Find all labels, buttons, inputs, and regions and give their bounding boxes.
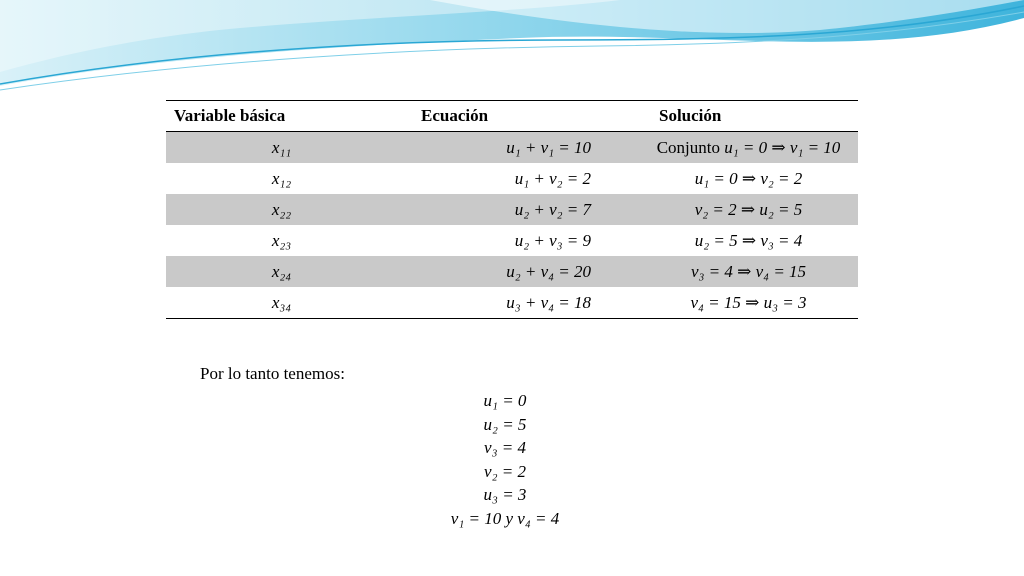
summary-line: v₂ = 2 xyxy=(484,461,526,481)
table-row xyxy=(166,163,858,194)
summary-line: v₃ = 4 xyxy=(484,438,526,457)
decorative-wave-header xyxy=(0,0,1024,110)
cell-solution: v₂ = 2 ⇒ u₂ = 5 xyxy=(639,194,858,225)
summary-line: u₂ = 5 xyxy=(483,414,527,434)
cell-equation: u₃ + v₄ = 18 xyxy=(397,287,639,319)
cell-solution: v₃ = 4 ⇒ v₄ = 15 xyxy=(639,256,858,287)
cell-equation: u₂ + v₄ = 20 xyxy=(397,256,639,287)
cell-variable: x₁₂ xyxy=(271,168,292,188)
cell-equation: u₁ + v₂ = 2 xyxy=(514,168,591,188)
table-row xyxy=(166,225,858,256)
cell-equation: u₂ + v₂ = 7 xyxy=(397,194,639,225)
summary-results xyxy=(380,389,630,530)
cell-variable: x₃₄ xyxy=(166,287,397,319)
cell-solution xyxy=(639,132,858,164)
cell-variable: x₂₃ xyxy=(271,230,292,250)
summary-line: u₁ = 0 xyxy=(483,391,527,410)
cell-equation: u₂ + v₃ = 9 xyxy=(514,230,591,250)
table-header-row xyxy=(166,101,858,132)
solution-prefix: Conjunto xyxy=(656,137,720,157)
summary-line: v₁ = 10 y v₄ = 4 xyxy=(450,508,560,528)
solution-expression: u₁ = 0 ⇒ v₁ = 10 xyxy=(724,137,841,157)
table-row xyxy=(166,132,858,164)
cell-solution: v₄ = 15 ⇒ u₃ = 3 xyxy=(639,287,858,319)
summary-line: u₃ = 3 xyxy=(483,485,527,504)
cell-variable: x₂₄ xyxy=(166,256,397,287)
table-row xyxy=(166,194,858,225)
summary-label: Por lo tanto tenemos: xyxy=(200,364,345,383)
cell-solution: u₁ = 0 ⇒ v₂ = 2 xyxy=(694,168,803,188)
table-row xyxy=(166,256,858,287)
cell-variable: x₂₂ xyxy=(166,194,397,225)
cell-equation: u₁ + v₁ = 10 xyxy=(397,132,639,164)
header-solution: Solución xyxy=(639,101,858,132)
table-row xyxy=(166,287,858,319)
header-equation: Ecuación xyxy=(397,101,639,132)
basic-variables-table-container xyxy=(166,100,858,319)
basic-variables-table xyxy=(166,100,858,319)
cell-variable: x₁₁ xyxy=(166,132,397,164)
header-variable: Variable básica xyxy=(166,101,397,132)
cell-solution: u₂ = 5 ⇒ v₃ = 4 xyxy=(694,230,803,250)
